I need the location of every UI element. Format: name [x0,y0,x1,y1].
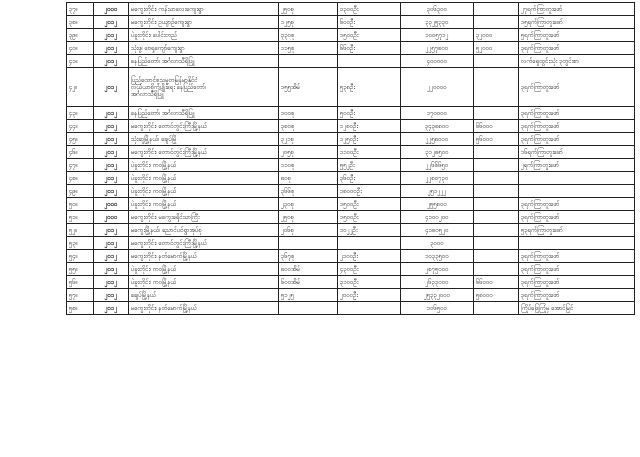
location-cell: ပဲခူးတိုင်း၊ ပေါင်းတည် [129,29,279,42]
population-cell: ၂၀၀၀ဦး [338,289,401,302]
table-row [67,16,635,29]
table-row [67,302,635,315]
households-cell [279,55,338,68]
households-cell: ၃၈၀စု [279,120,338,133]
row-number: ၅၁။ [67,211,94,224]
location-cell: ချေပ်မြို့နယ် [129,289,279,302]
location-cell: မကွေးတိုင်း၊ ကန်သာလေးကျေးရွာ [129,3,279,16]
remark-cell: ၃ရက်ကြာတူးဖော် [519,133,635,146]
population-cell: ၅၃၈ဦး [338,68,401,107]
population-cell: ၁၂၅၀ဦး [338,133,401,146]
location-cell: မကွေးတိုင်း၊ တောင်တွင်းကြီးမြို့နယ် [129,120,279,133]
row-number: ၄၇။ [67,159,94,172]
location-cell: သုံးဖွ၊ ဗေရှကျော်ကျေးရွာ [129,42,279,55]
year-cell: ၂၀၁၂ [94,107,129,120]
contribution-cell [474,250,519,263]
households-cell: ၂၃၀စု [279,198,338,211]
population-cell [338,237,401,250]
remark-cell: လက်ရှေထွင်းသုံး ၃တွင်းစာ [519,55,635,68]
location-cell: မကွေးတိုင်း၊ ဥယျာဉ်ကျေးရွာ [129,16,279,29]
table-row [67,146,635,159]
row-number: ၄၈။ [67,172,94,185]
location-cell: ပဲခူးတိုင်း၊ ကဝမြို့နယ် [129,276,279,289]
location-cell: မကွေးတိုင်း၊ နတ်မောက်မြို့နယ် [129,250,279,263]
amount-cell: ၄၀၀၀၀၀ [401,55,474,68]
row-number: ၄၃။ [67,107,94,120]
households-cell: ၈၀စု [279,172,338,185]
remark-cell: ၃ရက်ကြာတူးဖော် [519,211,635,224]
households-cell: ၈၀၀အိမ် [279,263,338,276]
population-cell: ၅၀၀ဦး [338,107,401,120]
year-cell: ၂၀၁၂ [94,263,129,276]
population-cell: ၆၆၀ဦး [338,42,401,55]
table-row [67,211,635,224]
contribution-cell [474,198,519,211]
households-cell: ၃၆၇စု [279,250,338,263]
remark-cell: ၃ရက်ကြာတူးဖော် [519,107,635,120]
table-row [67,29,635,42]
remark-cell: ၅၃ရက်ကြာတူးဖော် [519,224,635,237]
amount-cell: ၂၅၁၂၂၂ [401,185,474,198]
remark-cell: ၅ရက်ကြာတူးဖော် [519,29,635,42]
households-cell: ၁၁၀စု [279,159,338,172]
remark-cell: ကြိုပ်ဖြေကြုံမှ အောင်မြင် [519,302,635,315]
population-cell: ၃၆၀ဦး [338,172,401,185]
amount-cell: ၃၄၃၈၈၀၀ [401,120,474,133]
row-number: ၄၂။ [67,68,94,107]
contribution-cell [474,107,519,120]
population-cell [338,55,401,68]
remark-cell: ၃ရက်ကြာတူးဖော် [519,42,635,55]
amount-cell: ၄၁၈၀၅၂၀ [401,224,474,237]
households-cell: ၁၁၅စု [279,42,338,55]
amount-cell: ၁၀၃၃၅၀၀ [401,250,474,263]
row-number: ၄၀။ [67,42,94,55]
location-cell: ပဲခူးတိုင်း၊ ကဝမြို့နယ် [129,172,279,185]
table-row [67,224,635,237]
year-cell: ၂၀၁၂ [94,224,129,237]
households-cell: ၂၀၅စု [279,146,338,159]
remark-cell: ၃ရက်ကြာတူးဖော် [519,263,635,276]
row-number: ၅၄။ [67,250,94,263]
population-cell: ၁၅၀၀ဦး [338,29,401,42]
households-cell: ၅၁၂၅ [279,289,338,302]
row-number: ၄၉။ [67,185,94,198]
population-cell: ၃၁၀၀ဦး [338,276,401,289]
location-cell: နေပြည်တော်၊ အင်္ဂလာသီရိပြူ [129,55,279,68]
row-number: ၃၉။ [67,29,94,42]
remark-cell: ၂၇ရက်ကြာတူးဖော် [519,3,635,16]
water-pond-ledger-table [66,2,635,315]
remark-cell: ၃ရက်ကြာတူးဖော် [519,198,635,211]
population-cell: ၁၂၈၀ဦး [338,120,401,133]
table-row [67,172,635,185]
population-cell: ၂၁၀၀ဦး [338,250,401,263]
population-cell [338,302,401,315]
table-row [67,289,635,302]
contribution-cell [474,263,519,276]
year-cell: ၂၀၁၂ [94,42,129,55]
location-cell: မကွေးတိုင်း၊ တောင်တွင်းကြီးမြို့နယ် [129,146,279,159]
location-cell: ပဲခူးတိုင်း၊ ကဝမြို့နယ် [129,159,279,172]
year-cell: ၂၀၁၂ [94,185,129,198]
remark-cell: ၃ရက်ကြာတူးဖော် [519,68,635,107]
location-cell: မကွေးမြို့နယ်၊ ညောင်ပင်ရွာအုပ်စု [129,224,279,237]
population-cell: ၁၃၀၀ဦး [338,3,401,16]
row-number: ၃၇။ [67,3,94,16]
amount-cell: ၄၁၀၀၂၀၀ [401,211,474,224]
households-cell: ၁၂၅စု [279,16,338,29]
row-number: ၅၇။ [67,289,94,302]
year-cell: ၂၀၁၂ [94,289,129,302]
year-cell: ၂၀၀၀ [94,3,129,16]
households-cell: ၃၂၁စု [279,133,338,146]
year-cell: ၂၀၁၂ [94,68,129,107]
population-cell: ၅၅၂ဦး [338,159,401,172]
contribution-cell: ၃၂၀၀၀ [474,29,519,42]
table-row [67,159,635,172]
row-number: ၄၄။ [67,120,94,133]
row-number: ၄၅။ [67,133,94,146]
table-row [67,55,635,68]
year-cell: ၂၀၁၂ [94,276,129,289]
year-cell: ၂၀၁၂ [94,302,129,315]
contribution-cell [474,159,519,172]
table-row [67,133,635,146]
year-cell: ၂၀၁၂ [94,16,129,29]
remark-cell [519,237,635,250]
households-cell: ၆၀၀အိမ် [279,276,338,289]
remark-cell: ၂ရက်ကြာတူးဖော် [519,159,635,172]
remark-cell: ၁၅ရက်ကြာတူးဖော် [519,16,635,29]
contribution-cell: ၅၈၀၀၀ [474,289,519,302]
remark-cell: ၃ရက်ကြာတူးဖော် [519,276,635,289]
households-cell [279,302,338,315]
population-cell: ၄၃၀၀ဦး [338,263,401,276]
contribution-cell: ၆၆၀၀၀ [474,120,519,133]
amount-cell: ၃၀၀၀ [401,237,474,250]
contribution-cell [474,224,519,237]
table-row [67,120,635,133]
row-number: ၅၅။ [67,263,94,276]
row-number: ၅၃။ [67,237,94,250]
population-cell: ၁၅၀၀ဦး [338,211,401,224]
contribution-cell [474,146,519,159]
contribution-cell: ၆၆၀၀၀ [474,276,519,289]
households-cell: ၃၆၆စု [279,185,338,198]
year-cell: ၂၀၀၀ [94,198,129,211]
year-cell: ၂၀၁၂ [94,146,129,159]
location-cell: ပဲခူးတိုင်း၊ ကဝမြို့နယ် [129,198,279,211]
year-cell: ၂၀၁၂ [94,55,129,68]
amount-cell: ၂၂၆၆၆၅၀ [401,159,474,172]
amount-cell: ၂၆၃၃၀၀၀ [401,276,474,289]
remark-cell: ၃ရက်ကြာတူးဖော် [519,289,635,302]
households-cell: ၃၃၀စု [279,29,338,42]
contribution-cell: ၅၆၀၀၀ [474,133,519,146]
contribution-cell [474,211,519,224]
remark-cell [519,185,635,198]
location-cell: ပဲခူးတိုင်း၊ ကဝမြို့နယ် [129,263,279,276]
households-cell: ၁၅၅အိမ် [279,68,338,107]
contribution-cell: ၅၂၀၀၀ [474,42,519,55]
table-row [67,68,635,107]
amount-cell: ၂၅၃၃၂၀၀၀ [401,289,474,302]
year-cell: ၂၀၁၂ [94,159,129,172]
location-cell: ပြည်ထောင်စုသမ္မတမြန်မာနိုင်ငံ လယ်ယာစိုက်ပျိုးရေး နေပြည်တော်၊ အင်္ဂလာသီရိပြူ [129,68,279,107]
remark-cell [519,172,635,185]
amount-cell: ၂၅၅၈၀၀ [401,198,474,211]
year-cell: ၂၀၁၂ [94,29,129,42]
contribution-cell [474,55,519,68]
amount-cell: ၂၂၀၀၀၀ [401,68,474,107]
table-row [67,3,635,16]
row-number: ၅၈။ [67,302,94,315]
row-number: ၄၁။ [67,55,94,68]
population-cell: ၁၅၀၀ဦး [338,198,401,211]
amount-cell: ၃၃၂၅၃၃၀ [401,16,474,29]
population-cell: ၆၀၀ဦး [338,16,401,29]
households-cell [279,237,338,250]
table-row [67,276,635,289]
households-cell: ၂၅၀စု [279,3,338,16]
amount-cell: ၂၈၇၅၀၀၀ [401,263,474,276]
year-cell: ၂၀၁၂ [94,250,129,263]
households-cell: ၂၅၀စု [279,211,338,224]
table-row [67,263,635,276]
row-number: ၃၈။ [67,16,94,29]
location-cell: နေပြည်တော်၊ အင်္ဂလာသီရိပြူ [129,107,279,120]
year-cell: ၂၀၁၂ [94,120,129,133]
amount-cell: ၂၂၈၀၇၃၀ [401,172,474,185]
population-cell: ၁၁၀၀ဦး [338,146,401,159]
row-number: ၄၆။ [67,146,94,159]
row-number: ၅၂။ [67,224,94,237]
table-row [67,237,635,250]
contribution-cell [474,68,519,107]
location-cell: မကွေးတိုင်း၊ နတ်မောက်မြို့နယ် [129,302,279,315]
population-cell: ၁၈၀၀၀ဦး [338,185,401,198]
contribution-cell [474,185,519,198]
location-cell: မကွေးတိုင်း၊ မကွေးခရိုင်သာကြီး [129,211,279,224]
amount-cell: ၂၂၅၇၈၀၀ [401,42,474,55]
contribution-cell [474,302,519,315]
households-cell: ၁၀၀စု [279,107,338,120]
remark-cell: ၁၆ရက်ကြာတူးဖော် [519,146,635,159]
amount-cell: ၃၀၆၃၀၀ [401,3,474,16]
households-cell: ၂၀၆စု [279,224,338,237]
year-cell: ၂၀၀၀ [94,211,129,224]
remark-cell: ၃ရက်ကြာတူးဖော် [519,250,635,263]
amount-cell: ၂၂၅၈၀၀၀ [401,133,474,146]
location-cell: ပဲခူးတိုင်း၊ ကဝမြို့နယ် [129,185,279,198]
year-cell: ၂၀၁၂ [94,133,129,146]
year-cell: ၂၀၁၂ [94,172,129,185]
amount-cell: ၃၁၂၈၅၀၀ [401,146,474,159]
row-number: ၅၆။ [67,276,94,289]
table-row [67,107,635,120]
table-row [67,198,635,211]
remark-cell: ၃ရက်ကြာတူးဖော် [519,120,635,133]
contribution-cell [474,172,519,185]
table-row [67,250,635,263]
amount-cell: ၁၇၀၀၀၀ [401,107,474,120]
location-cell: သုံးဆူမြို့နယ်၊ ချေပ်မြို [129,133,279,146]
year-cell: ၂၀၁၂ [94,237,129,250]
contribution-cell [474,16,519,29]
ledger-body [67,3,635,315]
location-cell: မကွေးတိုင်း၊ တောင်တွင်းကြီးမြို့နယ် [129,237,279,250]
table-row [67,42,635,55]
population-cell: ၁၀၂၂ဦး [338,224,401,237]
table-row [67,185,635,198]
contribution-cell [474,3,519,16]
contribution-cell [474,237,519,250]
amount-cell: ၁၀၆၅၀၀ [401,302,474,315]
row-number: ၅၀။ [67,198,94,211]
amount-cell: ၁၀၀၅၇၁၂ [401,29,474,42]
